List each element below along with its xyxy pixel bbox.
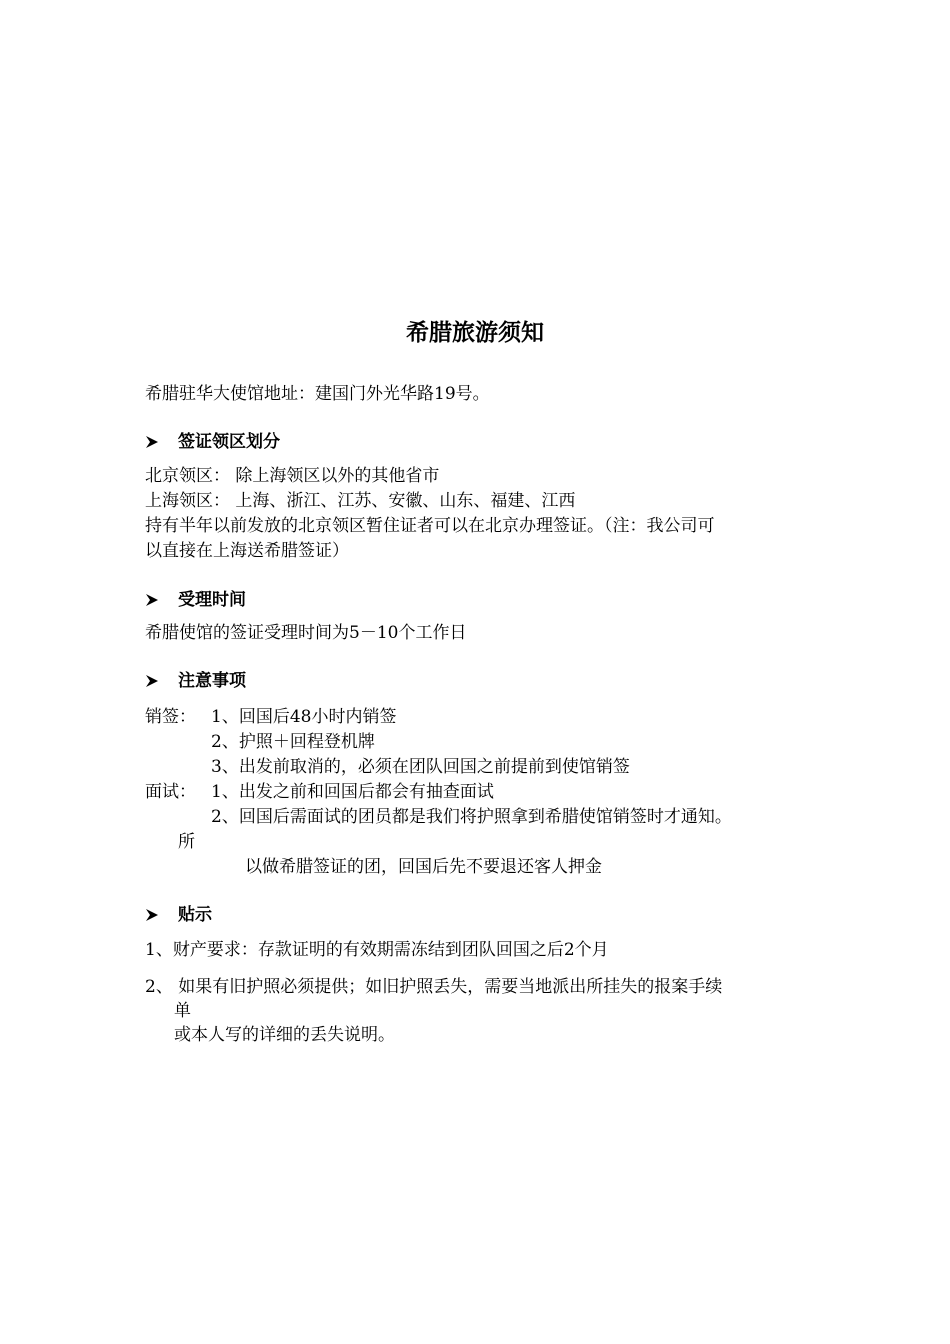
arrow-bullet-icon: [145, 670, 178, 692]
arrow-bullet-icon: [145, 589, 178, 611]
cancel-item: 2、护照＋回程登机牌: [211, 732, 375, 752]
interview-item: 以做希腊签证的团，回国后先不要退还客人押金: [245, 857, 602, 877]
district-line: 北京领区： 除上海领区以外的其他省市: [145, 466, 440, 486]
interview-item: 2、回国后需面试的团员都是我们将护照拿到希腊使馆销签时才通知。: [211, 807, 732, 827]
section-heading-processing-time: 受理时间: [145, 589, 246, 611]
interview-item: 所: [178, 832, 195, 852]
section-heading-visa-district: 签证领区划分: [145, 431, 280, 453]
district-line: 以直接在上海送希腊签证）: [145, 541, 349, 561]
tip-item: 或本人写的详细的丢失说明。: [174, 1025, 395, 1045]
processing-time-line: 希腊使馆的签证受理时间为5－10个工作日: [145, 623, 467, 643]
interview-label: 面试：: [145, 782, 196, 802]
section-heading-tips: 贴示: [145, 904, 212, 926]
arrow-bullet-icon: [145, 431, 178, 453]
interview-item: 1、出发之前和回国后都会有抽查面试: [211, 782, 494, 802]
tip-item: 2、 如果有旧护照必须提供；如旧护照丢失，需要当地派出所挂失的报案手续: [145, 977, 723, 997]
embassy-address: 希腊驻华大使馆地址：建国门外光华路19号。: [145, 384, 490, 404]
section-heading-notes: 注意事项: [145, 670, 246, 692]
cancel-item: 3、出发前取消的，必须在团队回国之前提前到使馆销签: [211, 757, 630, 777]
tip-item: 单: [174, 1001, 191, 1021]
document-title: 希腊旅游须知: [406, 320, 544, 346]
cancel-item: 1、回国后48小时内销签: [211, 707, 397, 727]
tip-item: 1、财产要求：存款证明的有效期需冻结到团队回国之后2个月: [145, 940, 609, 960]
district-line: 持有半年以前发放的北京领区暂住证者可以在北京办理签证。（注：我公司可: [145, 516, 715, 536]
arrow-bullet-icon: [145, 904, 178, 926]
district-line: 上海领区： 上海、浙江、江苏、安徽、山东、福建、江西: [145, 491, 576, 511]
cancel-label: 销签：: [145, 707, 196, 727]
